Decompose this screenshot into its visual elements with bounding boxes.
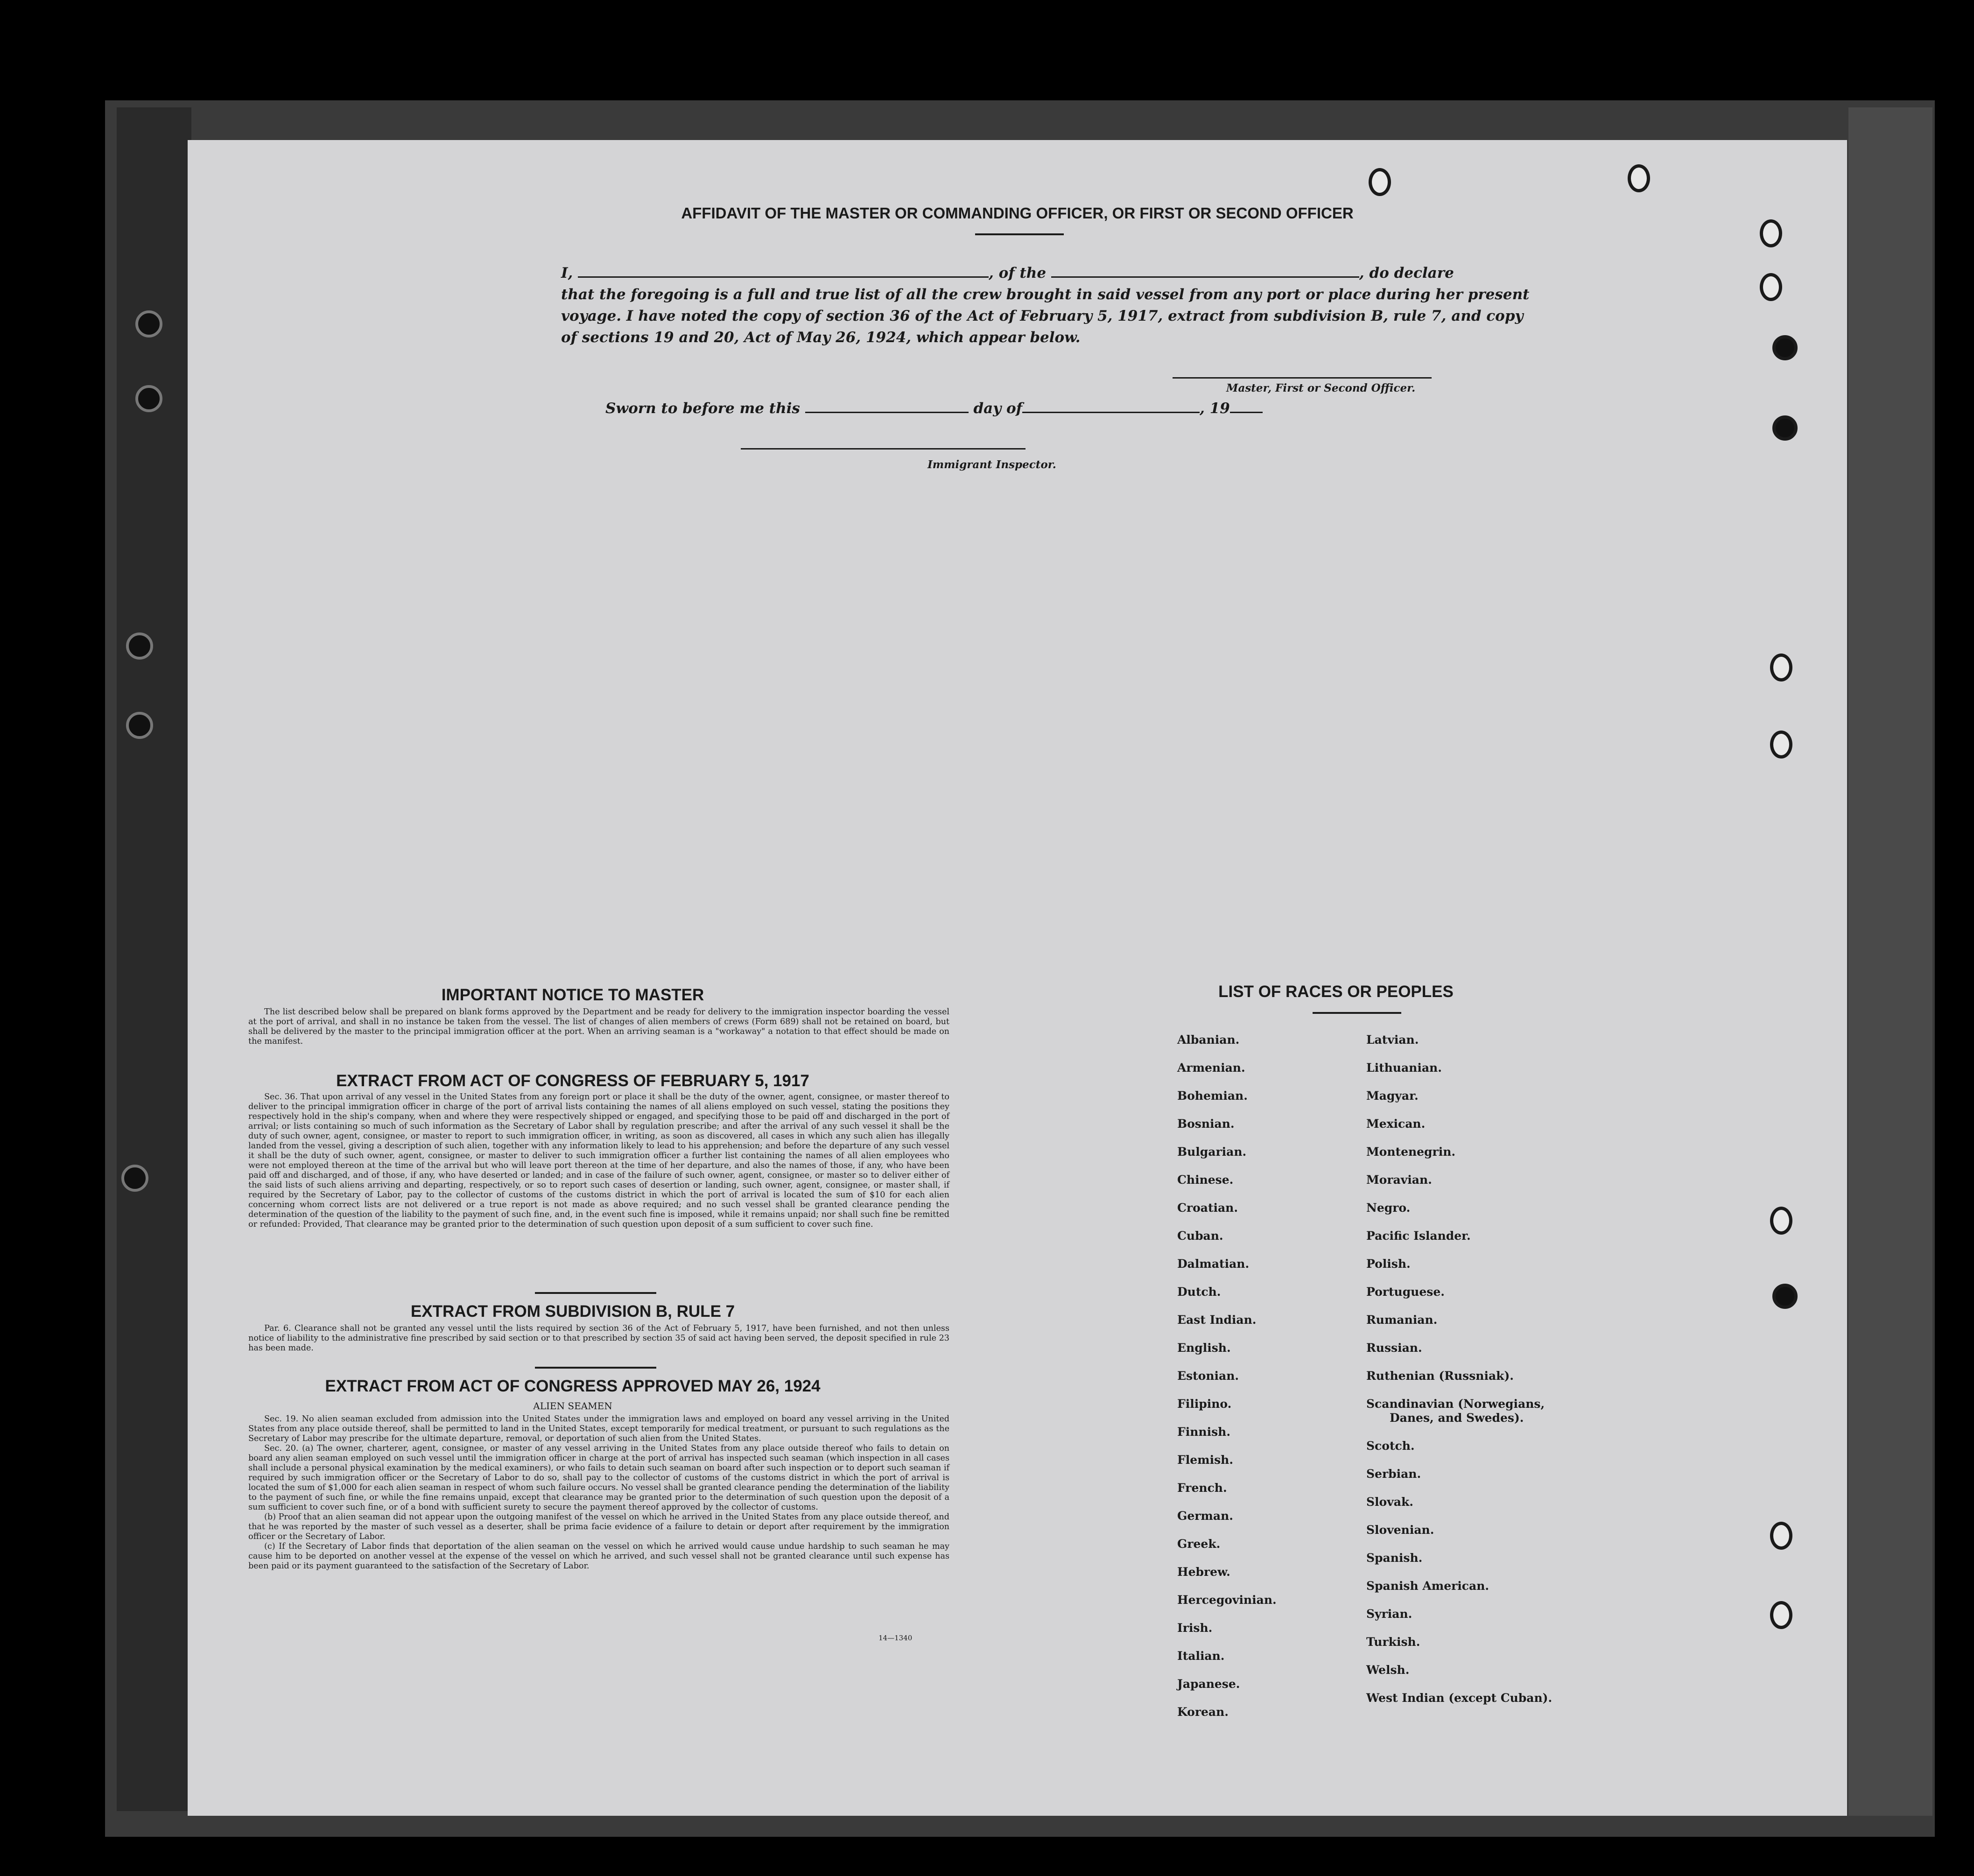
race-item: Scotch. (1366, 1439, 1415, 1453)
binder-hole (126, 712, 153, 739)
race-item: Slovenian. (1366, 1523, 1434, 1537)
extract-rule7-title: EXTRACT FROM SUBDIVISION B, RULE 7 (410, 1302, 735, 1321)
extract-rule7-text (248, 1324, 949, 1353)
punch-hole (1369, 168, 1391, 196)
notice-text (248, 1007, 949, 1047)
section-20c-paragraph: (c) If the Secretary of Labor finds that deportation of the alien seaman on the vessel on which he arrived would cause undue hardship to such seaman he may cause him to be deported on another vessel at the expense of the vessel on which he arrived, and such vessel shall not be granted clearance until such expense has been paid or its payment guaranteed to the satisfaction of the Secretary of Labor. (248, 1542, 949, 1571)
race-item: Spanish American. (1366, 1579, 1489, 1593)
race-item: Syrian. (1366, 1607, 1412, 1621)
affidavit-of-the: , of the (989, 265, 1047, 281)
race-item: Finnish. (1177, 1425, 1231, 1439)
inspector-label: Immigrant Inspector. (927, 458, 1056, 471)
name-blank (578, 265, 989, 278)
affidavit-i: I, (561, 265, 573, 281)
alien-seamen-subtitle: ALIEN SEAMEN (533, 1400, 612, 1412)
punch-hole (1770, 1207, 1792, 1235)
punch-hole (1772, 335, 1798, 360)
sworn-day-of: day of (973, 400, 1023, 417)
section-19-paragraph: Sec. 19. No alien seaman excluded from admission into the United States under the immigration laws and employed on board any vessel arriving in the United States from any place outside thereof, shall be permitted to land in the United States, except temporarily for medical treatment, or pursuant to such regulations as the Secretary of Labor may prescribe for the ultimate departure, removal, or deportation of such alien from the United States. (248, 1414, 949, 1443)
race-item: Polish. (1366, 1257, 1411, 1271)
document-page (188, 140, 1847, 1816)
race-item: Turkish. (1366, 1635, 1420, 1649)
race-item: Bohemian. (1177, 1089, 1248, 1103)
race-item: Portuguese. (1366, 1285, 1445, 1299)
race-item: West Indian (except Cuban). (1366, 1691, 1553, 1705)
sworn-month-blank (1022, 400, 1200, 413)
race-item: Serbian. (1366, 1467, 1421, 1481)
master-signature-label: Master, First or Second Officer. (1226, 382, 1416, 394)
race-item: Irish. (1177, 1621, 1213, 1635)
punch-hole (1772, 1284, 1798, 1309)
race-item: German. (1177, 1509, 1233, 1523)
paragraph-6: Par. 6. Clearance shall not be granted any vessel until the lists required by section 36 of the Act of February 5, 1917, have been furnished, and not then unless notice of liability to the administrative fine prescribed by said section or to that prescribed by section 35 of said act having been served, the deposit specified in rule 23 has been made. (248, 1324, 949, 1353)
race-item: Chinese. (1177, 1173, 1234, 1187)
race-item: Mexican. (1366, 1117, 1426, 1131)
section-20a-paragraph: Sec. 20. (a) The owner, charterer, agent, consignee, or master of any vessel arriving in the United States from any place outside thereof who fails to detain on board any alien seaman employed on such vessel until the immigration officer in charge at the port of arrival has inspected such seaman (which inspection in all cases shall include a personal physical examination by the medical examiners), or who fails to detain such seaman on board after such inspection or to deport such seaman if required by such immigration officer or the Secretary of Labor to do so, shall pay to the collector of customs of the customs district in which the port of arrival is located the sum of $1,000 for each alien seaman in respect of whom such failure occurs. No vessel shall be granted clearance pending the determination of the liability to the payment of such fine, or while the fine remains unpaid, except that clearance may be granted prior to the determination of such question upon the deposit of a sum sufficient to cover such fine, or of a bond with sufficient surety to secure the payment thereof approved by the collector of customs. (248, 1444, 949, 1512)
binder-hole (121, 1165, 148, 1192)
divider (535, 1292, 656, 1294)
race-item: Bulgarian. (1177, 1145, 1247, 1159)
punch-hole (1760, 273, 1782, 301)
race-item: Scandinavian (Norwegians, (1366, 1397, 1545, 1411)
race-item: Danes, and Swedes). (1390, 1411, 1524, 1425)
race-item: Croatian. (1177, 1201, 1238, 1215)
race-item: English. (1177, 1341, 1231, 1355)
race-item: Ruthenian (Russniak). (1366, 1369, 1514, 1383)
affidavit-line-4: of sections 19 and 20, Act of May 26, 1924, which appear below. (561, 329, 1081, 346)
race-item: Bosnian. (1177, 1117, 1235, 1131)
affidavit-title: AFFIDAVIT OF THE MASTER OR COMMANDING OFFICER, OR FIRST OR SECOND OFFICER (681, 204, 1354, 222)
race-item: Rumanian. (1366, 1313, 1438, 1327)
affidavit-declaration-line (561, 262, 1649, 284)
race-item: Spanish. (1366, 1551, 1423, 1565)
races-underline (1313, 1012, 1401, 1014)
race-item: Russian. (1366, 1341, 1422, 1355)
punch-hole (1770, 1522, 1792, 1550)
punch-hole (1628, 164, 1650, 192)
race-item: Negro. (1366, 1201, 1411, 1215)
inspector-signature-line (741, 448, 1026, 450)
punch-hole (1770, 653, 1792, 682)
race-item: Armenian. (1177, 1061, 1245, 1075)
form-code: 14—1340 (878, 1634, 913, 1642)
race-item: Greek. (1177, 1537, 1221, 1551)
race-item: Hebrew. (1177, 1565, 1230, 1579)
race-item: Lithuanian. (1366, 1061, 1442, 1075)
punch-hole (1772, 415, 1798, 441)
race-item: Albanian. (1177, 1033, 1240, 1047)
race-item: Japanese. (1177, 1677, 1240, 1691)
punch-hole (1770, 731, 1792, 759)
extract-1917-title: EXTRACT FROM ACT OF CONGRESS OF FEBRUARY 5, 1917 (336, 1072, 809, 1090)
race-item: Montenegrin. (1366, 1145, 1456, 1159)
notice-paragraph: The list described below shall be prepared on blank forms approved by the Department and be ready for delivery to the immigration inspector boarding the vessel at the port of arrival, and shall in no instance be taken from the vessel. The list of changes of alien members of crews (Form 689) shall not be retained on board, but shall be delivered by the master to the principal immigration officer at the port. When an arriving seaman is a "workaway" a notation to that effect should be made on the manifest. (248, 1007, 949, 1046)
race-item: Latvian. (1366, 1033, 1419, 1047)
extract-1924-title: EXTRACT FROM ACT OF CONGRESS APPROVED MAY 26, 1924 (325, 1377, 821, 1395)
binder-hole (135, 310, 162, 337)
section-20b-paragraph: (b) Proof that an alien seaman did not appear upon the outgoing manifest of the vessel on which he arrived in the United States from any place outside thereof, and that he was reported by the master of such vessel as a deserter, shall be prima facie evidence of a failure to detain or deport after requirement by the immigration officer or the Secretary of Labor. (248, 1512, 949, 1541)
binder-strip (117, 107, 191, 1811)
race-item: Moravian. (1366, 1173, 1432, 1187)
sworn-day-blank (805, 400, 969, 413)
section-36-paragraph: Sec. 36. That upon arrival of any vessel in the United States from any foreign port or place it shall be the duty of the owner, agent, consignee, or master thereof to deliver to the principal immigration officer in charge of the port of arrival lists containing the names of all aliens employed on such vessel, stating the positions they respectively hold in the ship's company, when and where they were respectively shipped or engaged, and specifying those to be paid off and discharged in the port of arrival; or lists containing so much of such information as the Secretary of Labor shall by regulation prescribe; and after the arrival of any such vessel it shall be the duty of such owner, agent, consignee, or master to report to such immigration officer, in writing, as soon as discovered, all cases in which any such alien has illegally landed from the vessel, giving a description of such alien, together with any information likely to lead to his apprehension; and before the departure of any such vessel it shall be the duty of such owner, agent, consignee, or master to deliver to such immigration officer a further list containing the names of all alien employees who were not employed thereon at the time of the arrival but who will leave port thereon at the time of her departure, and also the names of those, if any, who have been paid off and discharged, and of those, if any, who have deserted or landed; and in case of the failure of such owner, agent, consignee, or master so to deliver either of the said lists of such aliens arriving and departing, respectively, or so to report such cases of desertion or landing, such owner, agent, consignee, or master shall, if required by the Secretary of Labor, pay to the collector of customs of the customs district in which the port of arrival is located the sum of $10 for each alien concerning whom correct lists are not delivered or a true report is not made as above required; and no such vessel shall be granted clearance pending the determination of the question of the liability to the payment of such fine, and, in the event such fine is imposed, while it remains unpaid; nor shall such fine be remitted or refunded: Provided, That clearance may be granted prior to the determination of such question upon deposit of a sum sufficient to cover such fine. (248, 1092, 949, 1229)
race-item: East Indian. (1177, 1313, 1257, 1327)
race-item: Pacific Islander. (1366, 1229, 1471, 1243)
extract-1924-text (248, 1414, 949, 1571)
race-item: Dutch. (1177, 1285, 1221, 1299)
right-edge-band (1848, 107, 1932, 1816)
title-underline (975, 233, 1064, 235)
vessel-blank (1051, 265, 1359, 278)
race-item: Slovak. (1366, 1495, 1413, 1509)
race-item: French. (1177, 1481, 1227, 1495)
master-signature-line (1173, 377, 1432, 379)
punch-hole (1760, 219, 1782, 247)
race-item: Magyar. (1366, 1089, 1419, 1103)
race-item: Dalmatian. (1177, 1257, 1250, 1271)
sworn-year: , 19 (1200, 400, 1230, 417)
affidavit-line-2: that the foregoing is a full and true list of all the crew brought in said vessel from any port or place during her present (561, 286, 1530, 303)
binder-hole (135, 385, 162, 412)
binder-hole (126, 632, 153, 660)
race-item: Korean. (1177, 1705, 1229, 1719)
punch-hole (1770, 1601, 1792, 1629)
race-item: Estonian. (1177, 1369, 1239, 1383)
races-left-column (1177, 1026, 1277, 1726)
races-right-column (1366, 1026, 1552, 1712)
sworn-start: Sworn to before me this (605, 400, 800, 417)
race-item: Cuban. (1177, 1229, 1223, 1243)
affidavit-line-3: voyage. I have noted the copy of section 36 of the Act of February 5, 1917, extract from subdivision B, rule 7, and copy (561, 308, 1524, 324)
sworn-line (605, 398, 1693, 419)
races-title: LIST OF RACES OR PEOPLES (1218, 983, 1454, 1001)
race-item: Welsh. (1366, 1663, 1410, 1677)
notice-title: IMPORTANT NOTICE TO MASTER (441, 986, 704, 1004)
race-item: Italian. (1177, 1649, 1225, 1663)
race-item: Hercegovinian. (1177, 1593, 1277, 1607)
extract-1917-text (248, 1092, 949, 1230)
divider (535, 1367, 656, 1369)
race-item: Flemish. (1177, 1453, 1234, 1467)
affidavit-do-declare: , do declare (1359, 265, 1454, 281)
sworn-year-blank (1230, 400, 1263, 413)
race-item: Filipino. (1177, 1397, 1232, 1411)
